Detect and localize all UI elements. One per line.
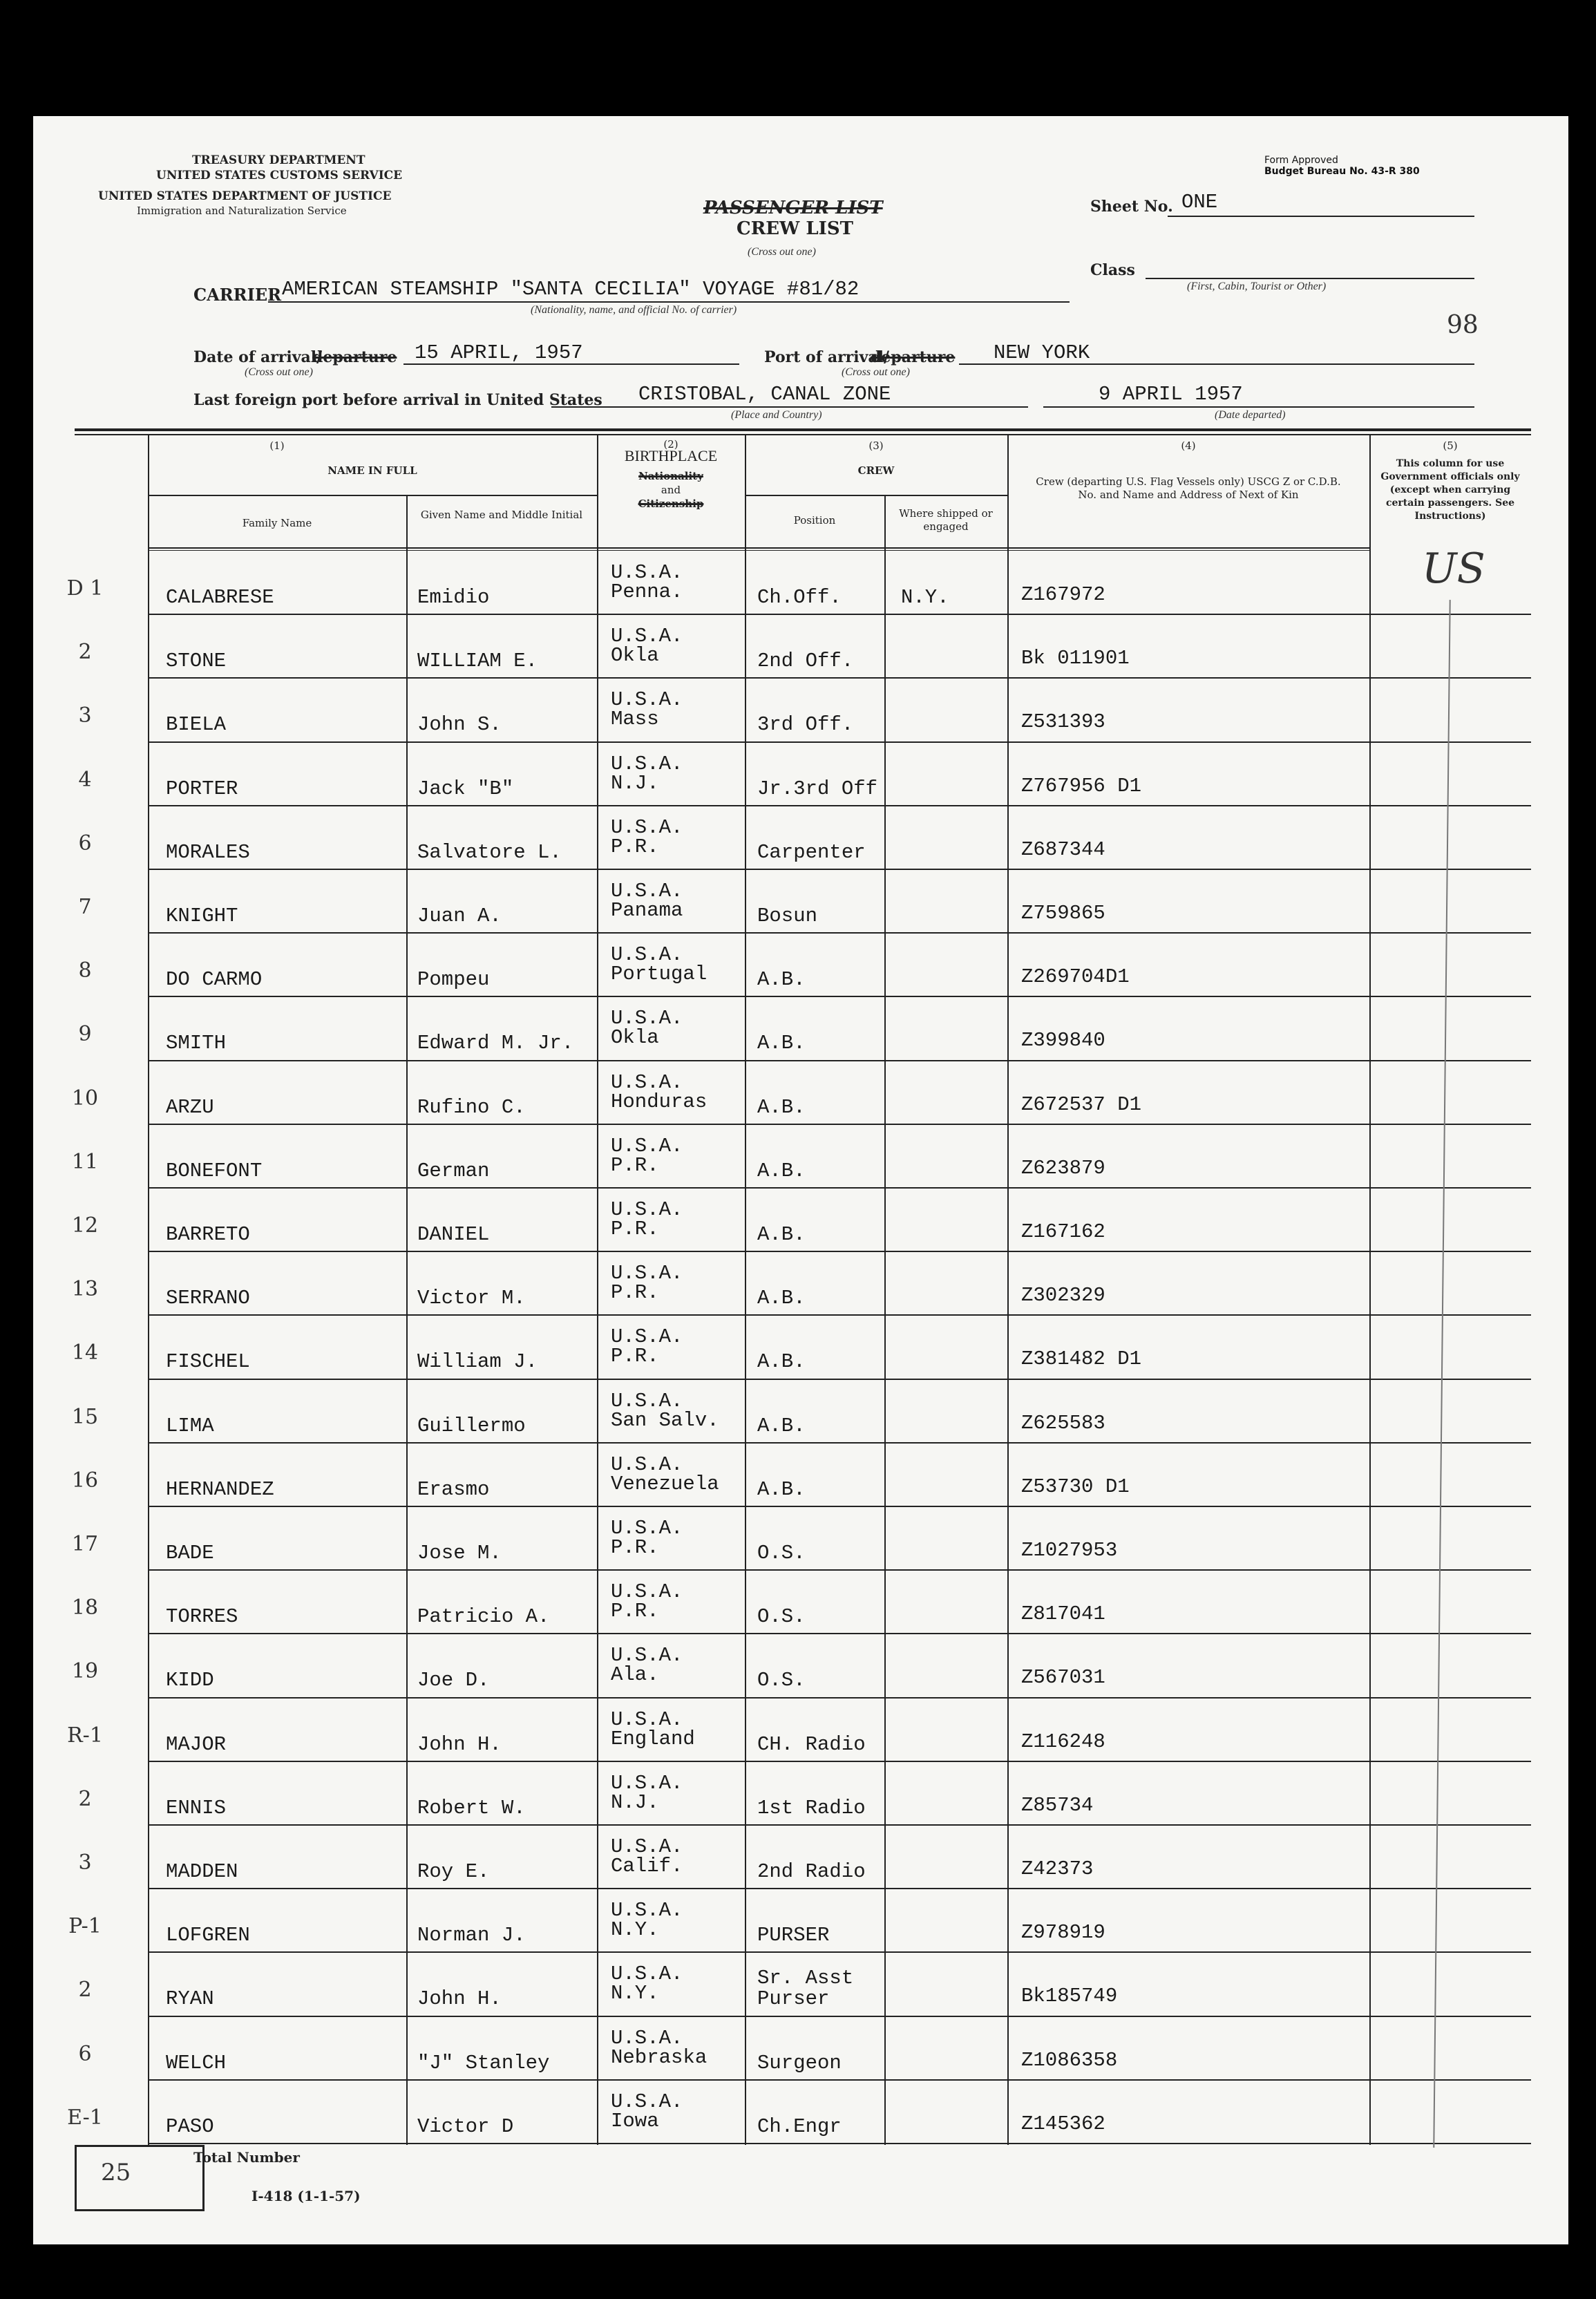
birthplace-country: U.S.A. <box>611 1198 683 1221</box>
birthplace-region: P.R. <box>611 1345 659 1368</box>
family-name: LIMA <box>166 1414 214 1437</box>
family-name: BADE <box>166 1542 214 1564</box>
table-row <box>148 1252 1531 1316</box>
uscg-number: Z1086358 <box>1021 2048 1118 2072</box>
birthplace-country: U.S.A. <box>611 1580 683 1604</box>
given-name: Patricio A. <box>417 1605 550 1629</box>
given-name: John S. <box>417 713 502 737</box>
row-number: 16 <box>71 1468 99 1493</box>
birthplace-country: U.S.A. <box>611 1835 683 1858</box>
birthplace-region: N.J. <box>611 771 659 795</box>
document-page <box>33 116 1568 2244</box>
table-row <box>148 1571 1531 1634</box>
birthplace-region: P.R. <box>611 1281 659 1305</box>
col2-nationality-struck: Nationality <box>638 470 703 482</box>
given-name: Victor D <box>417 2114 514 2138</box>
position: Ch.Engr <box>757 2114 842 2138</box>
birthplace-country: U.S.A. <box>611 688 683 712</box>
crew-list-title: CREW LIST <box>737 218 853 239</box>
family-name: TORRES <box>166 1605 238 1629</box>
row-number: 2 <box>78 640 92 665</box>
birthplace-country: U.S.A. <box>611 1453 683 1476</box>
uscg-number: Z759865 <box>1021 902 1105 925</box>
birthplace-country: U.S.A. <box>611 1134 683 1157</box>
given-name: Rufino C. <box>417 1095 526 1119</box>
col2-citizenship-struck: Citizenship <box>638 498 704 510</box>
birthplace-country: U.S.A. <box>611 1517 683 1540</box>
uscg-number: Z978919 <box>1021 1921 1105 1945</box>
birthplace-country: U.S.A. <box>611 752 683 775</box>
position: A.B. <box>757 1159 806 1182</box>
birthplace-region: Honduras <box>611 1090 707 1113</box>
given-name: John H. <box>417 1987 502 2011</box>
family-name: LOFGREN <box>166 1924 250 1947</box>
uscg-number: Z399840 <box>1021 1029 1105 1052</box>
given-name: Victor M. <box>417 1287 526 1310</box>
row-number: 15 <box>71 1404 99 1429</box>
page-number: 98 <box>1447 311 1479 339</box>
family-name: KIDD <box>166 1669 214 1692</box>
position: PURSER <box>757 1924 830 1947</box>
birthplace-region: P.R. <box>611 835 659 858</box>
row-number: 12 <box>71 1213 99 1238</box>
uscg-number: Z42373 <box>1021 1857 1094 1880</box>
departed-value: 9 APRIL 1957 <box>1099 383 1243 406</box>
given-name: Salvatore L. <box>417 840 562 864</box>
given-name: Norman J. <box>417 1924 526 1947</box>
table-row <box>148 997 1531 1061</box>
col5-title: This column for use Government officials only (except when carrying certain passengers. See Instructions) <box>1380 458 1520 522</box>
carrier-value: AMERICAN STEAMSHIP "SANTA CECILIA" VOYAGE #81/82 <box>282 278 859 301</box>
birthplace-country: U.S.A. <box>611 1389 683 1412</box>
family-name: MAJOR <box>166 1732 227 1756</box>
given-name: William J. <box>417 1350 538 1374</box>
position: A.B. <box>757 1223 806 1246</box>
birthplace-region: N.Y. <box>611 1982 659 2005</box>
position: O.S. <box>757 1542 806 1564</box>
row-number: R-1 <box>67 1723 103 1748</box>
uscg-number: Z302329 <box>1021 1284 1105 1307</box>
row-number: 18 <box>71 1596 99 1620</box>
birthplace-region: San Salv. <box>611 1408 719 1432</box>
row-number: E-1 <box>67 2105 103 2130</box>
col2-and: and <box>661 484 681 496</box>
position: Surgeon <box>757 2051 842 2074</box>
given-name: Jose M. <box>417 1542 502 1564</box>
col1-family-name: Family Name <box>242 517 312 529</box>
agency-line-2: UNITED STATES CUSTOMS SERVICE <box>156 169 403 182</box>
row-number: 3 <box>78 703 92 728</box>
row-number: 7 <box>78 895 92 919</box>
birthplace-region: Okla <box>611 1026 659 1050</box>
birthplace-region: Okla <box>611 644 659 668</box>
given-name: Roy E. <box>417 1860 490 1883</box>
uscg-number: Z672537 D1 <box>1021 1092 1142 1116</box>
uscg-number: Z1027953 <box>1021 1539 1118 1562</box>
col5-number: (5) <box>1443 439 1458 452</box>
birthplace-country: U.S.A. <box>611 1707 683 1731</box>
total-number-label: Total Number <box>193 2149 300 2166</box>
position: Ch.Off. <box>757 586 842 609</box>
birthplace-region: N.J. <box>611 1790 659 1814</box>
family-name: STONE <box>166 650 227 673</box>
position: 2nd Off. <box>757 650 854 673</box>
table-row <box>148 1444 1531 1507</box>
port-arrival-value: NEW YORK <box>994 341 1090 364</box>
birthplace-region: N.Y. <box>611 1918 659 1942</box>
birthplace-country: U.S.A. <box>611 1771 683 1795</box>
given-name: Edward M. Jr. <box>417 1032 574 1055</box>
birthplace-region: England <box>611 1727 695 1750</box>
birthplace-country: U.S.A. <box>611 1262 683 1285</box>
uscg-number: Z817041 <box>1021 1602 1105 1626</box>
given-name: WILLIAM E. <box>417 650 538 673</box>
col4-title: Crew (departing U.S. Flag Vessels only) USCG Z or C.D.B. No. and Name and Address of Next of Kin <box>1036 475 1341 501</box>
family-name: RYAN <box>166 1987 214 2011</box>
government-mark: US <box>1422 545 1485 593</box>
table-row <box>148 1061 1531 1125</box>
row-number: 17 <box>71 1532 99 1556</box>
family-name: ARZU <box>166 1095 214 1119</box>
family-name: SERRANO <box>166 1287 250 1310</box>
birthplace-region: Panama <box>611 899 683 922</box>
table-row <box>148 870 1531 934</box>
date-arrival-value: 15 APRIL, 1957 <box>415 341 583 364</box>
family-name: MADDEN <box>166 1860 238 1883</box>
birthplace-region: P.R. <box>611 1153 659 1177</box>
position: Bosun <box>757 905 818 927</box>
family-name: BONEFONT <box>166 1159 263 1182</box>
position: 3rd Off. <box>757 713 854 737</box>
table-row <box>148 1316 1531 1379</box>
family-name: CALABRESE <box>166 586 274 609</box>
uscg-number: Bk 011901 <box>1021 647 1130 670</box>
col3-position: Position <box>793 514 836 527</box>
birthplace-region: P.R. <box>611 1218 659 1240</box>
form-number: I-418 (1-1-57) <box>251 2188 361 2204</box>
family-name: MORALES <box>166 840 250 864</box>
col3-where-shipped: Where shipped or engaged <box>899 507 993 533</box>
position: A.B. <box>757 1032 806 1055</box>
uscg-number: Z625583 <box>1021 1411 1105 1435</box>
row-number: P-1 <box>68 1914 102 1939</box>
row-number: 13 <box>71 1277 99 1302</box>
family-name: PORTER <box>166 777 238 800</box>
agency-line-4: Immigration and Naturalization Service <box>137 205 347 217</box>
position: A.B. <box>757 1095 806 1119</box>
birthplace-country: U.S.A. <box>611 815 683 839</box>
uscg-number: Z167162 <box>1021 1220 1105 1243</box>
sheet-label: Sheet No. <box>1090 198 1173 216</box>
row-number: 11 <box>71 1149 99 1174</box>
row-number: D 1 <box>66 576 104 600</box>
col4-number: (4) <box>1181 439 1196 452</box>
birthplace-region: Ala. <box>611 1663 659 1687</box>
family-name: BARRETO <box>166 1223 250 1246</box>
given-name: Jack "B" <box>417 777 514 800</box>
position: 1st Radio <box>757 1796 866 1819</box>
uscg-number: Z145362 <box>1021 2112 1105 2135</box>
class-hint: (First, Cabin, Tourist or Other) <box>1187 281 1327 292</box>
row-number: 4 <box>78 767 92 792</box>
date-hint: (Cross out one) <box>245 366 313 378</box>
uscg-number: Z623879 <box>1021 1156 1105 1180</box>
port-hint: (Cross out one) <box>842 366 910 378</box>
total-number-value: 25 <box>101 2159 131 2186</box>
position: A.B. <box>757 1287 806 1310</box>
table-row <box>148 934 1531 997</box>
uscg-number: Z767956 D1 <box>1021 774 1142 797</box>
uscg-number: Z687344 <box>1021 838 1105 861</box>
table-row <box>148 1507 1531 1571</box>
col1-number: (1) <box>269 439 285 452</box>
birthplace-country: U.S.A. <box>611 1070 683 1094</box>
birthplace-country: U.S.A. <box>611 1899 683 1922</box>
birthplace-region: Mass <box>611 708 659 731</box>
birthplace-region: Nebraska <box>611 2045 707 2069</box>
given-name: Pompeu <box>417 968 490 992</box>
position: A.B. <box>757 1414 806 1437</box>
table-row <box>148 1380 1531 1444</box>
sheet-value: ONE <box>1181 191 1218 214</box>
position: A.B. <box>757 1350 806 1374</box>
family-name: HERNANDEZ <box>166 1477 274 1501</box>
date-arrival-label: Date of arrival/ <box>193 348 323 366</box>
agency-line-1: TREASURY DEPARTMENT <box>192 153 365 167</box>
col2-title: BIRTHPLACE <box>624 447 718 464</box>
col1-given-name: Given Name and Middle Initial <box>420 509 583 521</box>
uscg-number: Z116248 <box>1021 1730 1105 1753</box>
position: O.S. <box>757 1669 806 1692</box>
family-name: ENNIS <box>166 1796 227 1819</box>
table-row <box>148 1889 1531 1953</box>
position: Jr.3rd Off <box>757 777 878 800</box>
row-number: 10 <box>71 1086 99 1110</box>
birthplace-country: U.S.A. <box>611 1007 683 1030</box>
birthplace-region: Venezuela <box>611 1472 719 1495</box>
birthplace-region: Portugal <box>611 963 707 986</box>
birthplace-country: U.S.A. <box>611 1962 683 1986</box>
col1-title: NAME IN FULL <box>327 464 417 477</box>
last-port-label: Last foreign port before arrival in United States <box>193 391 602 409</box>
position: Carpenter <box>757 840 866 864</box>
uscg-number: Bk185749 <box>1021 1985 1118 2008</box>
birthplace-region: Penna. <box>611 580 683 603</box>
given-name: Guillermo <box>417 1414 526 1437</box>
col3-title: CREW <box>857 464 895 477</box>
position: Sr. Asst Purser <box>757 1967 854 2011</box>
birthplace-country: U.S.A. <box>611 943 683 967</box>
given-name: DANIEL <box>417 1223 490 1246</box>
given-name: Juan A. <box>417 905 502 927</box>
given-name: Erasmo <box>417 1477 490 1501</box>
given-name: John H. <box>417 1732 502 1756</box>
departed-hint: (Date departed) <box>1215 409 1286 421</box>
family-name: BIELA <box>166 713 227 737</box>
position: 2nd Radio <box>757 1860 866 1883</box>
uscg-number: Z269704D1 <box>1021 965 1130 989</box>
birthplace-region: P.R. <box>611 1600 659 1623</box>
family-name: WELCH <box>166 2051 227 2074</box>
form-approved: Form Approved <box>1264 155 1338 166</box>
row-number: 6 <box>78 831 92 855</box>
given-name: Robert W. <box>417 1796 526 1819</box>
port-arrival-label: Port of arrival/ <box>764 348 890 366</box>
position: A.B. <box>757 968 806 992</box>
date-departure-struck: departure <box>312 348 397 366</box>
given-name: "J" Stanley <box>417 2051 550 2074</box>
row-number: 3 <box>78 1851 92 1875</box>
total-number-box <box>75 2145 205 2211</box>
uscg-number: Z53730 D1 <box>1021 1475 1130 1498</box>
row-number: 2 <box>78 1978 92 2003</box>
uscg-number: Z381482 D1 <box>1021 1347 1142 1371</box>
family-name: DO CARMO <box>166 968 263 992</box>
where-shipped: N.Y. <box>901 586 949 609</box>
row-number: 2 <box>78 1786 92 1811</box>
position: CH. Radio <box>757 1732 866 1756</box>
family-name: PASO <box>166 2114 214 2138</box>
row-number: 9 <box>78 1022 92 1047</box>
uscg-number: Z85734 <box>1021 1793 1094 1817</box>
birthplace-region: Iowa <box>611 2109 659 2132</box>
last-port-hint: (Place and Country) <box>731 409 822 421</box>
col2-number: (2) <box>663 438 678 451</box>
row-number: 19 <box>71 1659 99 1684</box>
col3-number: (3) <box>868 439 884 452</box>
birthplace-country: U.S.A. <box>611 625 683 648</box>
budget-bureau: Budget Bureau No. 43-R 380 <box>1264 166 1420 177</box>
family-name: FISCHEL <box>166 1350 250 1374</box>
row-number: 14 <box>71 1341 99 1365</box>
row-number: 8 <box>78 958 92 983</box>
position: O.S. <box>757 1605 806 1629</box>
uscg-number: Z567031 <box>1021 1666 1105 1690</box>
birthplace-country: U.S.A. <box>611 2026 683 2050</box>
family-name: KNIGHT <box>166 905 238 927</box>
given-name: German <box>417 1159 490 1182</box>
birthplace-country: U.S.A. <box>611 880 683 902</box>
family-name: SMITH <box>166 1032 227 1055</box>
carrier-label: CARRIER <box>193 285 282 305</box>
table-row <box>148 1634 1531 1698</box>
class-label: Class <box>1090 261 1135 279</box>
port-departure-struck: departure <box>871 348 956 366</box>
row-number: 6 <box>78 2041 92 2066</box>
birthplace-region: Calif. <box>611 1855 683 1877</box>
title-hint: (Cross out one) <box>748 246 816 258</box>
last-port-value: CRISTOBAL, CANAL ZONE <box>638 383 891 406</box>
birthplace-country: U.S.A. <box>611 1644 683 1667</box>
carrier-hint: (Nationality, name, and official No. of carrier) <box>531 304 737 316</box>
birthplace-region: P.R. <box>611 1536 659 1559</box>
birthplace-country: U.S.A. <box>611 1325 683 1349</box>
table-row <box>148 1189 1531 1252</box>
given-name: Emidio <box>417 586 490 609</box>
agency-line-3: UNITED STATES DEPARTMENT OF JUSTICE <box>98 189 392 203</box>
passenger-list-title-struck: PASSENGER LIST <box>703 198 883 218</box>
birthplace-country: U.S.A. <box>611 561 683 584</box>
birthplace-country: U.S.A. <box>611 2090 683 2113</box>
uscg-number: Z167972 <box>1021 583 1105 606</box>
given-name: Joe D. <box>417 1669 490 1692</box>
table-row <box>148 1125 1531 1189</box>
uscg-number: Z531393 <box>1021 710 1105 734</box>
position: A.B. <box>757 1477 806 1501</box>
